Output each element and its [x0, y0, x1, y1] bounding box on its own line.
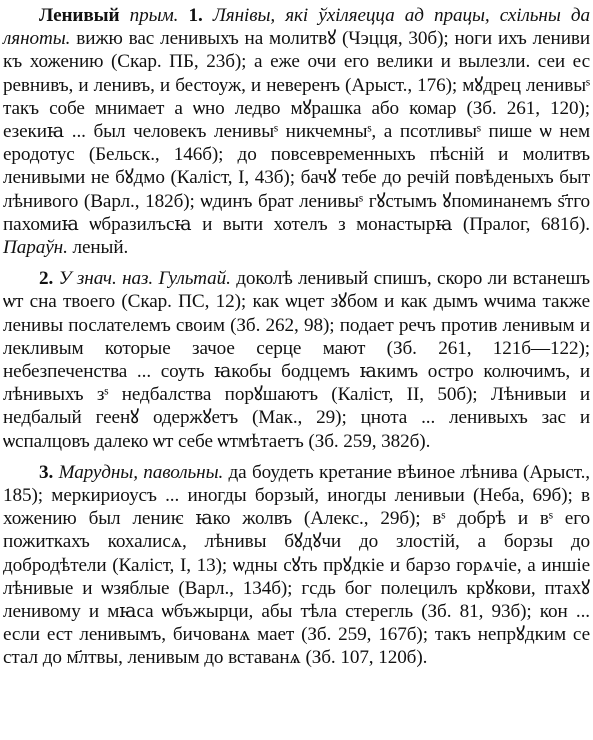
dictionary-page	[3, 4, 590, 670]
space	[178, 5, 188, 26]
dictionary-entry-sense-2	[3, 267, 590, 453]
sense-number: 1.	[188, 5, 203, 26]
headword: Ленивый	[39, 5, 120, 26]
citations: да боудеть кретание вѣиное лѣнива (Арыст., 185); меркириоусъ ... иногды борзый, иногды ленивыи (Неба, 69б); в хожению был лениѥ ꙗко жолвъ (Алекс., 29б); вˢ добрѣ и вˢ его пожиткахъ кохалисѧ, лѣнивы бꙋдꙋчи до злостій, а борзы до добродѣтели (Каліст, I, 13); ѡдны сꙋть прꙋдкіе и барзо горѧчіе, а иншіе лѣнивые и ѡзяблые (Варл., 134б); гсдь бог полецилъ крꙋкови, птахꙋ ленивому и мꙗса ѡбъжырци, абы тѣла стерегль (Зб. 81, 93б); кон ... если ест ленивымъ, бичованѧ мает (Зб. 259, 167б); такъ непрꙋдким се стал до м҃лтвы, ленивым до вставанѧ (Зб. 107, 120б).	[3, 461, 590, 669]
dictionary-entry-sense-3	[3, 461, 590, 670]
citations: вижю вас ленивыхъ на молитвꙋ (Чэцця, 30б); ноги ихъ лениви къ хожению (Скар. ПБ, 23б); а еже очи его велики и вылезли. сеи ес ревнивъ, и ленивъ, и бестоуж, и неверенъ (Арыст., 176); мꙋдрец ленивыˢ такъ собе мнимает а ѡно ледво мꙋрашка або комар (Зб. 261, 120); езекиꙗ ... был человекъ ленивыˢ никчемныˢ, а псотливыˢ пише ѡ нем еродотус (Бельск., 146б); до повсевременныхъ пѣсній и молитвъ ленивыми не бꙋдмо (Каліст, I, 43б); бачꙋ тебе до речій повѣденыхъ быт лѣнивого (Варл., 182б); ѡдинъ брат ленивыˢ гꙋстымъ ꙋпоминанемъ ѕ҃тго пахомиꙗ ѡбразилъсꙗ и выти хотелъ з монастырꙗ (Пралог, 681б).	[3, 28, 590, 235]
space	[120, 5, 130, 26]
part-of-speech: прым.	[129, 5, 179, 26]
definition: Марудны, павольны.	[58, 461, 224, 483]
sense-number: 2.	[39, 268, 54, 290]
cross-reference-label: Параўн.	[3, 237, 68, 259]
citations: доколѣ ленивый спишъ, скоро ли встанешъ ѡт сна твоего (Скар. ПС, 12); как ѡцет зꙋбом и как дымъ ѡчима также ленивы послателемъ своим (Зб. 262, 98); подает речъ против ленивым и лекливым которые зачое серце мают (Зб. 261, 121б—122); небезпеченства ... соуть ꙗкобы бодцемъ ꙗкимъ остро колючимъ, и лѣнивыхъ зˢ недбалства порꙋшаютъ (Каліст, II, 50б); Лѣнивыи и недбалый геенꙋ одержꙋетъ (Мак., 29); цнота ... ленивыхъ зас и ѡспалцовъ далеко ѡт себе ѡтмѣтаетъ (Зб. 259, 382б).	[3, 268, 590, 452]
definition: Лянівы, які ўхіляецца ад працы, схільны да ляноты.	[3, 5, 590, 50]
space	[203, 5, 213, 26]
cross-reference-word: леный.	[67, 237, 129, 259]
definition: У знач. наз. Гультай.	[58, 268, 231, 290]
sense-number: 3.	[39, 461, 54, 483]
dictionary-entry-sense-1	[3, 4, 590, 259]
